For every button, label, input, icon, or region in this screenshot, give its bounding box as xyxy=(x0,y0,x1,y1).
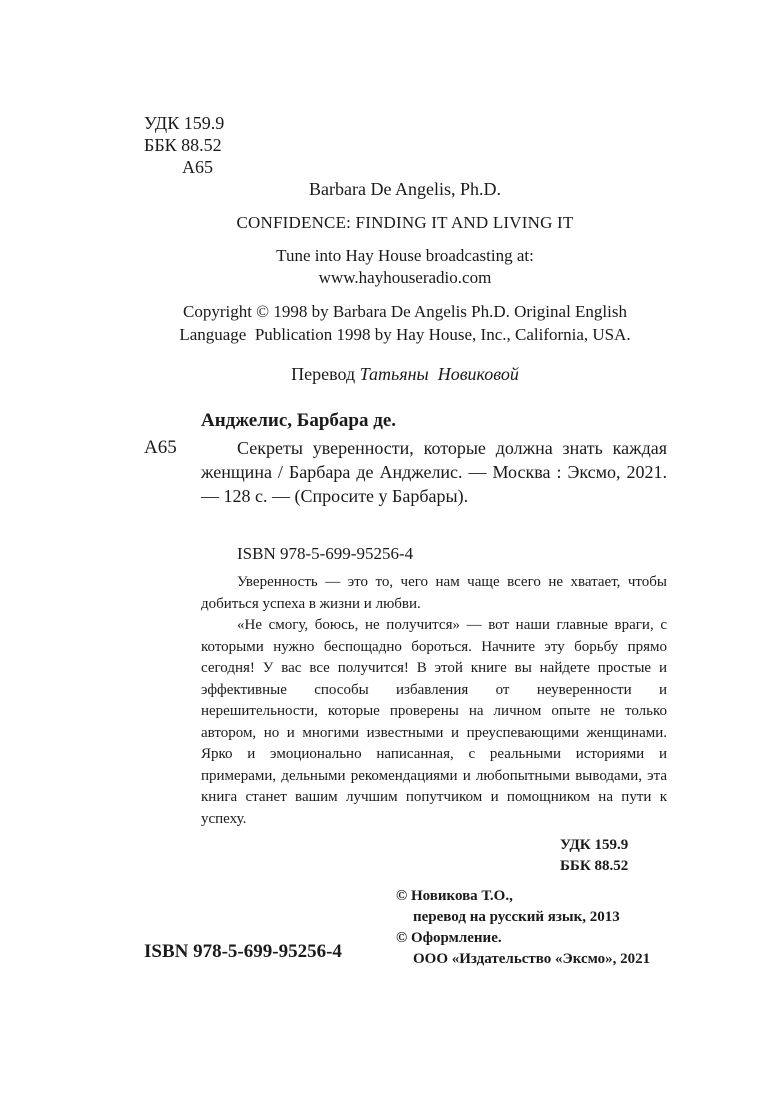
copyright-line-2: Language Publication 1998 by Hay House, Inc., California, USA. xyxy=(179,325,631,344)
top-author-mark: А65 xyxy=(182,157,213,177)
top-bbk: ББК 88.52 xyxy=(144,135,222,155)
catalog-description: Секреты уверенности, которые должна знать каждая женщина / Барбара де Анджелис. — Москва : Эксмо, 2021. — 128 с. — (Спросите у Барбары). xyxy=(201,438,667,506)
catalog-isbn: ISBN 978-5-699-95256-4 xyxy=(237,544,414,563)
translation-prefix: Перевод xyxy=(291,364,356,384)
broadcast-info xyxy=(140,245,670,289)
copyright-translation: © Новикова Т.О., xyxy=(396,888,513,904)
broadcast-url: www.hayhouseradio.com xyxy=(318,268,492,287)
translator-name: Татьяны Новиковой xyxy=(359,364,519,384)
annotation-paragraph-2: «Не смогу, боюсь, не получится» — вот наши главные враги, с которыми нужно беспощадно бороться. Начните эту борьбу прямо сегодня! У вас все получится! В этой книге вы найдете простые и эффективные способы избавления от неуверенности и нерешительности, которые проверены на личном опыте не только автором, но и многими известными и преуспевающими женщинами. Ярко и эмоционально написанная, с реальными историями и примерами, дельными рекомендациями и любопытными выводами, эта книга станет вашим лучшим попутчиком и помощником на пути к успеху. xyxy=(201,617,667,827)
top-udk: УДК 159.9 xyxy=(144,113,225,133)
annotation-paragraph-1: Уверенность — это то, чего нам чаще всего не хватает, чтобы добиться успеха в жизни и любви. xyxy=(201,574,667,612)
bottom-bbk: ББК 88.52 xyxy=(560,858,629,874)
original-title: CONFIDENCE: FINDING IT AND LIVING IT xyxy=(236,213,574,232)
top-classification-codes xyxy=(144,112,224,178)
copyright-translation-detail: перевод на русский язык, 2013 xyxy=(413,909,620,925)
copyright-publisher: ООО «Издательство «Эксмо», 2021 xyxy=(413,951,651,967)
bottom-udk: УДК 159.9 xyxy=(560,837,629,853)
copyright-line-1: Copyright © 1998 by Barbara De Angelis Ph.D. Original English xyxy=(182,302,627,321)
copyright-notice xyxy=(140,300,670,346)
copyrights-block xyxy=(396,886,650,970)
translation-credit xyxy=(140,363,670,385)
copyright-design: © Оформление. xyxy=(396,930,502,946)
catalog-heading: Анджелис, Барбара де. xyxy=(201,410,397,431)
bottom-classification-codes xyxy=(560,835,666,877)
footer-isbn: ISBN 978-5-699-95256-4 xyxy=(144,941,342,962)
catalog-author-mark: А65 xyxy=(144,437,177,458)
annotation xyxy=(201,572,667,830)
broadcast-line-1: Tune into Hay House broadcasting at: xyxy=(276,246,534,265)
original-author: Barbara De Angelis, Ph.D. xyxy=(309,179,501,199)
